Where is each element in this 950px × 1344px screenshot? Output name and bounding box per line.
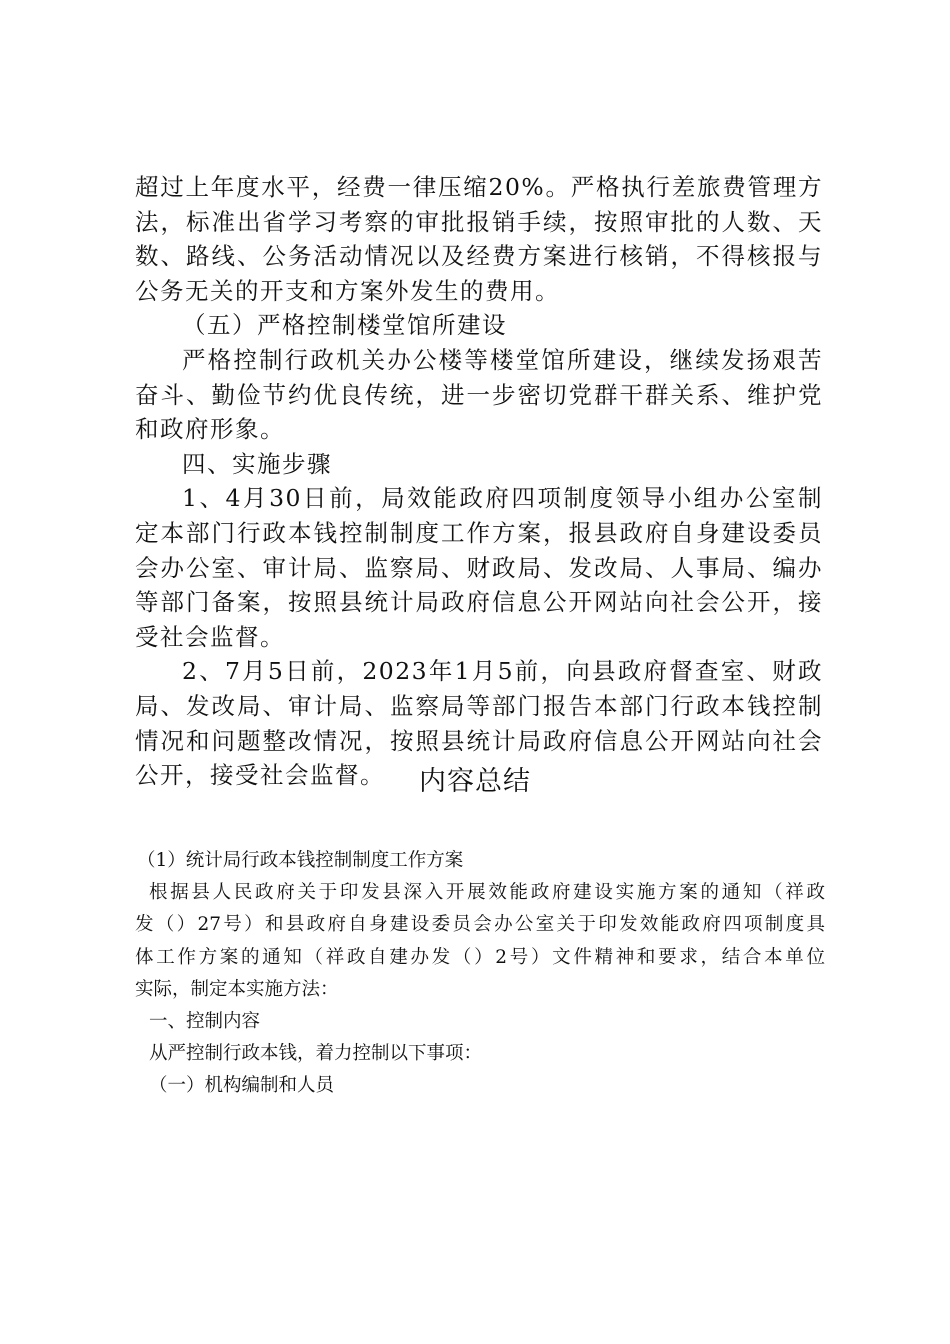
paragraph-step-one bbox=[135, 481, 823, 654]
text-line: 公开，接受社会监督。 bbox=[135, 761, 385, 790]
text-line: 奋斗、勤俭节约优良传统，进一步密切党群干群关系、维护党 bbox=[135, 380, 823, 409]
text-line: 数、路线、公务活动情况以及经费方案进行核销，不得核报与 bbox=[135, 242, 823, 271]
summary-line-strict-control: 从严控制行政本钱，着力控制以下事项： bbox=[149, 1043, 483, 1065]
text-line: 超过上年度水平，经费一律压缩20%。严格执行差旅费管理方 bbox=[135, 173, 823, 201]
summary-line-control-content: 一、控制内容 bbox=[149, 1011, 261, 1033]
text-line: 体工作方案的通知（祥政自建办发（）2号）文件精神和要求，结合本单位 bbox=[135, 946, 825, 968]
text-line: 局、发改局、审计局、监察局等部门报告本部门行政本钱控制 bbox=[135, 691, 823, 720]
text-line: 根据县人民政府关于印发县深入开展效能政府建设实施方案的通知（祥政 bbox=[149, 882, 825, 904]
text-line: 公务无关的开支和方案外发生的费用。 bbox=[135, 276, 560, 305]
text-line: 1、4月30日前，局效能政府四项制度领导小组办公室制 bbox=[182, 484, 823, 513]
text-line: 会办公室、审计局、监察局、财政局、发改局、人事局、编办 bbox=[135, 553, 823, 582]
text-line: 发（）27号）和县政府自身建设委员会办公室关于印发效能政府四项制度具 bbox=[135, 914, 825, 936]
section-heading-five: （五）严格控制楼堂馆所建设 bbox=[182, 311, 507, 340]
text-line: 2、7月5日前，2023年1月5前，向县政府督查室、财政 bbox=[182, 657, 823, 686]
text-line: 和政府形象。 bbox=[135, 415, 285, 444]
paragraph-building-control bbox=[135, 343, 823, 447]
text-line: 等部门备案，按照县统计局政府信息公开网站向社会公开，接 bbox=[135, 588, 823, 617]
text-line: 情况和问题整改情况，按照县统计局政府信息公开网站向社会 bbox=[135, 726, 823, 755]
text-line: 定本部门行政本钱控制制度工作方案，报县政府自身建设委员 bbox=[135, 518, 823, 547]
body-text bbox=[135, 170, 823, 793]
summary-line-plan-title: （1）统计局行政本钱控制制度工作方案 bbox=[137, 850, 464, 871]
summary-line-org-staffing: （一）机构编制和人员 bbox=[149, 1075, 335, 1097]
summary-title: 内容总结 bbox=[419, 766, 531, 797]
section-heading-four: 四、实施步骤 bbox=[182, 449, 332, 478]
text-line: 受社会监督。 bbox=[135, 622, 285, 651]
summary-paragraph-basis bbox=[135, 877, 825, 1006]
text-line: 实际，制定本实施方法： bbox=[135, 978, 339, 1000]
paragraph-expense-limits bbox=[135, 170, 823, 308]
text-line: 法，标准出省学习考察的审批报销手续，按照审批的人数、天 bbox=[135, 207, 823, 236]
summary-body bbox=[135, 845, 825, 1103]
text-line: 严格控制行政机关办公楼等楼堂馆所建设，继续发扬艰苦 bbox=[182, 345, 823, 374]
